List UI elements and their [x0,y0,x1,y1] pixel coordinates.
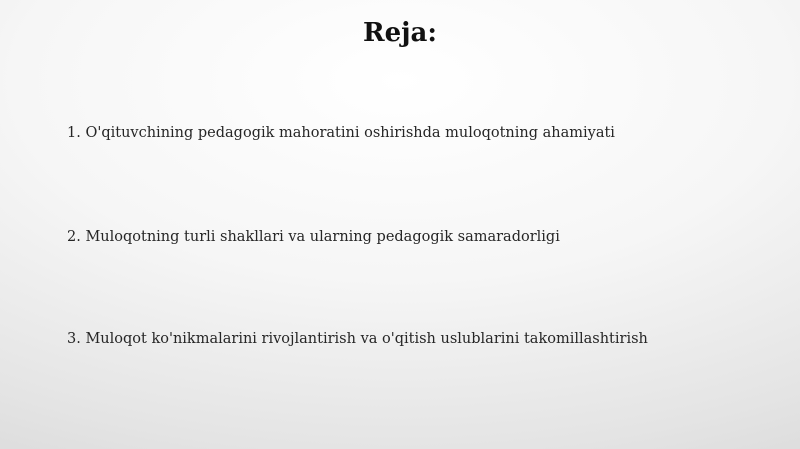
plan-item-1: 1. O'qituvchining pedagogik mahoratini oshirishda muloqotning ahamiyati [67,125,615,141]
plan-item-3: 3. Muloqot ko'nikmalarini rivojlantirish va o'qitish uslublarini takomillashtirish [67,331,648,347]
slide-title: Reja: [362,18,437,48]
plan-item-2: 2. Muloqotning turli shakllari va ularning pedagogik samaradorligi [67,229,560,245]
